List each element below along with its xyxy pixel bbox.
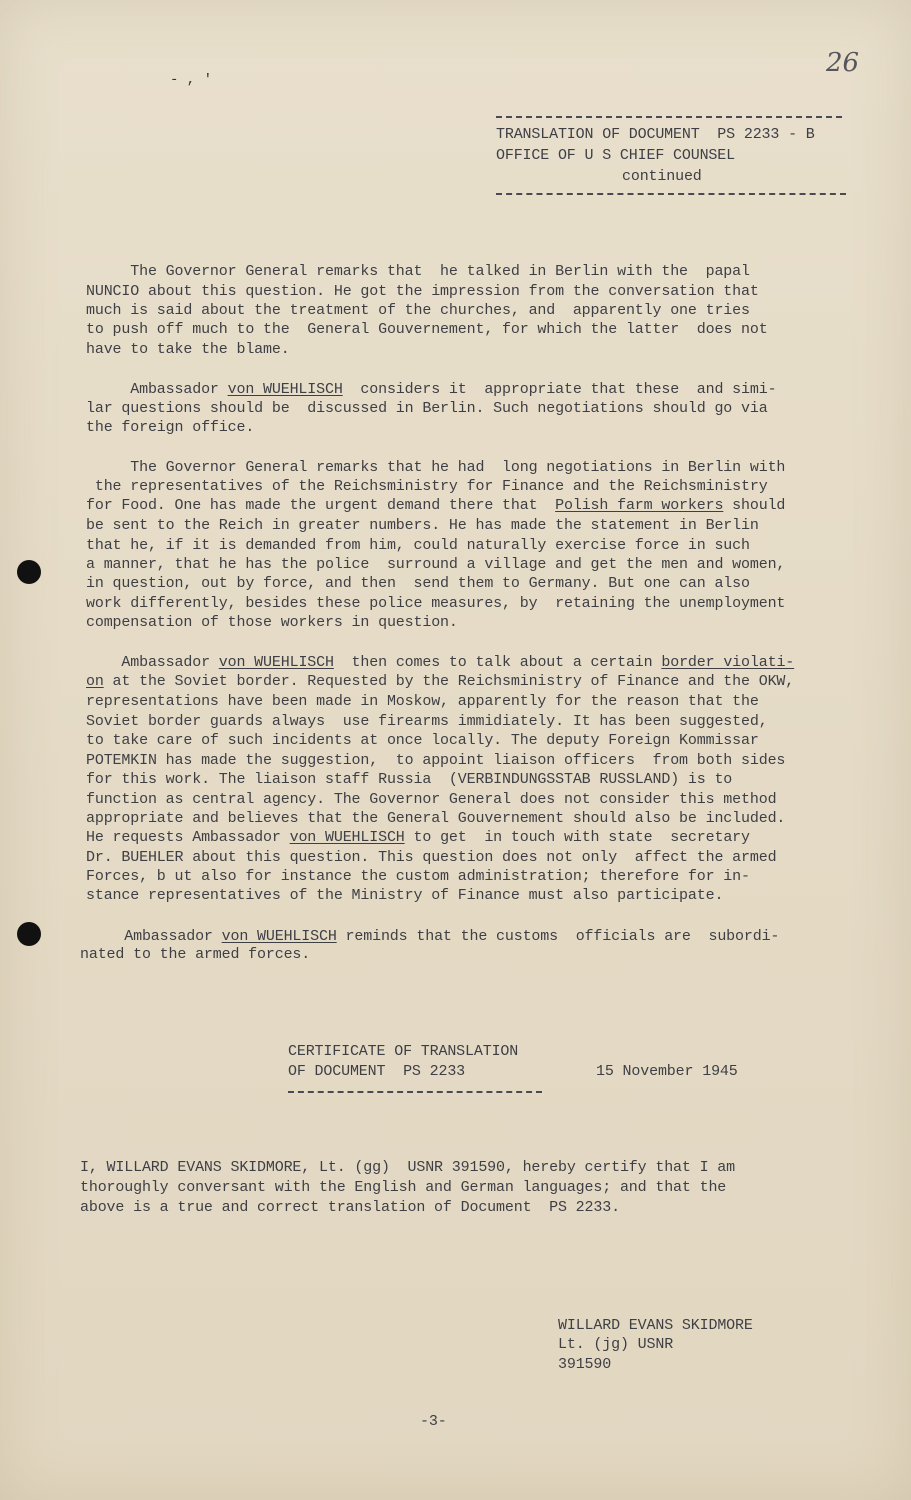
text-line: Ambassador von WUEHLISCH reminds that the customs officials are subordi- xyxy=(80,928,780,945)
certificate-document: OF DOCUMENT PS 2233 xyxy=(288,1063,466,1080)
page-number: -3- xyxy=(420,1413,447,1430)
text-line: be sent to the Reich in greater numbers. He has made the statement in Berlin xyxy=(86,517,759,534)
text-line: compensation of those workers in question. xyxy=(86,614,458,631)
stray-marks: - , ' xyxy=(170,72,213,88)
text-line: for this work. The liaison staff Russia (VERBINDUNGSSTAB RUSSLAND) is to xyxy=(86,771,733,788)
text-line: much is said about the treatment of the churches, and apparently one tries xyxy=(86,302,750,319)
text-line: NUNCIO about this question. He got the impression from the conversation that xyxy=(86,283,759,300)
text-line: have to take the blame. xyxy=(86,341,290,358)
signature-name: WILLARD EVANS SKIDMORE xyxy=(558,1317,753,1334)
header-top-rule xyxy=(496,116,842,118)
header-bottom-rule xyxy=(496,193,846,195)
underlined-name: von WUEHLISCH xyxy=(221,928,337,945)
text-line: representations have been made in Moskow, apparently for the reason that the xyxy=(86,693,759,710)
text-line: that he, if it is demanded from him, could naturally exercise force in such xyxy=(86,537,750,554)
text-line: work differently, besides these police measures, by retaining the unemployment xyxy=(86,595,786,612)
header-continued: continued xyxy=(622,168,702,185)
underlined-phrase: border violati- xyxy=(661,654,795,671)
handwritten-page-mark: 26 xyxy=(826,48,860,78)
signature-rank: Lt. (jg) USNR xyxy=(558,1336,674,1353)
text-line: appropriate and believes that the General Gouvernement should also be included. xyxy=(86,810,786,827)
text-line: Soviet border guards always use firearms immidiately. It has been suggested, xyxy=(86,713,768,730)
text-line: the representatives of the Reichsministry for Finance and the Reichsministry xyxy=(86,478,768,495)
text-line: The Governor General remarks that he talked in Berlin with the papal xyxy=(86,263,750,280)
text-line: function as central agency. The Governor General does not consider this method xyxy=(86,791,777,808)
text-line: The Governor General remarks that he had long negotiations in Berlin with xyxy=(86,459,786,476)
text-line: Dr. BUEHLER about this question. This question does not only affect the armed xyxy=(86,849,777,866)
text-line: the foreign office. xyxy=(86,419,255,436)
text-line: POTEMKIN has made the suggestion, to appoint liaison officers from both sides xyxy=(86,752,786,769)
text-line: for Food. One has made the urgent demand there that Polish farm workers should xyxy=(86,497,786,514)
punch-hole xyxy=(17,560,41,584)
text-line: stance representatives of the Ministry of Finance must also participate. xyxy=(86,887,724,904)
header-title: TRANSLATION OF DOCUMENT PS 2233 - B xyxy=(496,126,815,143)
signature-number: 391590 xyxy=(558,1356,612,1373)
header-office: OFFICE OF U S CHIEF COUNSEL xyxy=(496,147,735,164)
text-line: Ambassador von WUEHLISCH then comes to talk about a certain border violati- xyxy=(86,654,795,671)
text-line: nated to the armed forces. xyxy=(80,946,311,963)
underlined-phrase: Polish farm workers xyxy=(555,497,724,514)
certificate-date: 15 November 1945 xyxy=(596,1063,738,1080)
underlined-name: von WUEHLISCH xyxy=(227,381,343,398)
text-line: a manner, that he has the police surround a village and get the men and women, xyxy=(86,556,786,573)
text-line: I, WILLARD EVANS SKIDMORE, Lt. (gg) USNR 391590, hereby certify that I am xyxy=(80,1159,736,1176)
text-line: Ambassador von WUEHLISCH considers it appropriate that these and simi- xyxy=(86,381,777,398)
certificate-rule xyxy=(288,1091,542,1093)
text-line: thoroughly conversant with the English and German languages; and that the xyxy=(80,1179,727,1196)
text-line: to push off much to the General Gouvernement, for which the latter does not xyxy=(86,321,768,338)
text-line: in question, out by force, and then send them to Germany. But one can also xyxy=(86,575,750,592)
text-line: above is a true and correct translation of Document PS 2233. xyxy=(80,1199,620,1216)
underlined-name: von WUEHLISCH xyxy=(218,654,334,671)
text-line: He requests Ambassador von WUEHLISCH to get in touch with state secretary xyxy=(86,829,750,846)
text-line: Forces, b ut also for instance the custom administration; therefore for in- xyxy=(86,868,750,885)
text-line: lar questions should be discussed in Berlin. Such negotiations should go via xyxy=(86,400,768,417)
certificate-title: CERTIFICATE OF TRANSLATION xyxy=(288,1043,519,1060)
text-line: to take care of such incidents at once locally. The deputy Foreign Kommissar xyxy=(86,732,759,749)
underlined-name: von WUEHLISCH xyxy=(289,829,405,846)
text-line: on at the Soviet border. Requested by the Reichsministry of Finance and the OKW, xyxy=(86,673,795,690)
punch-hole xyxy=(17,922,41,946)
